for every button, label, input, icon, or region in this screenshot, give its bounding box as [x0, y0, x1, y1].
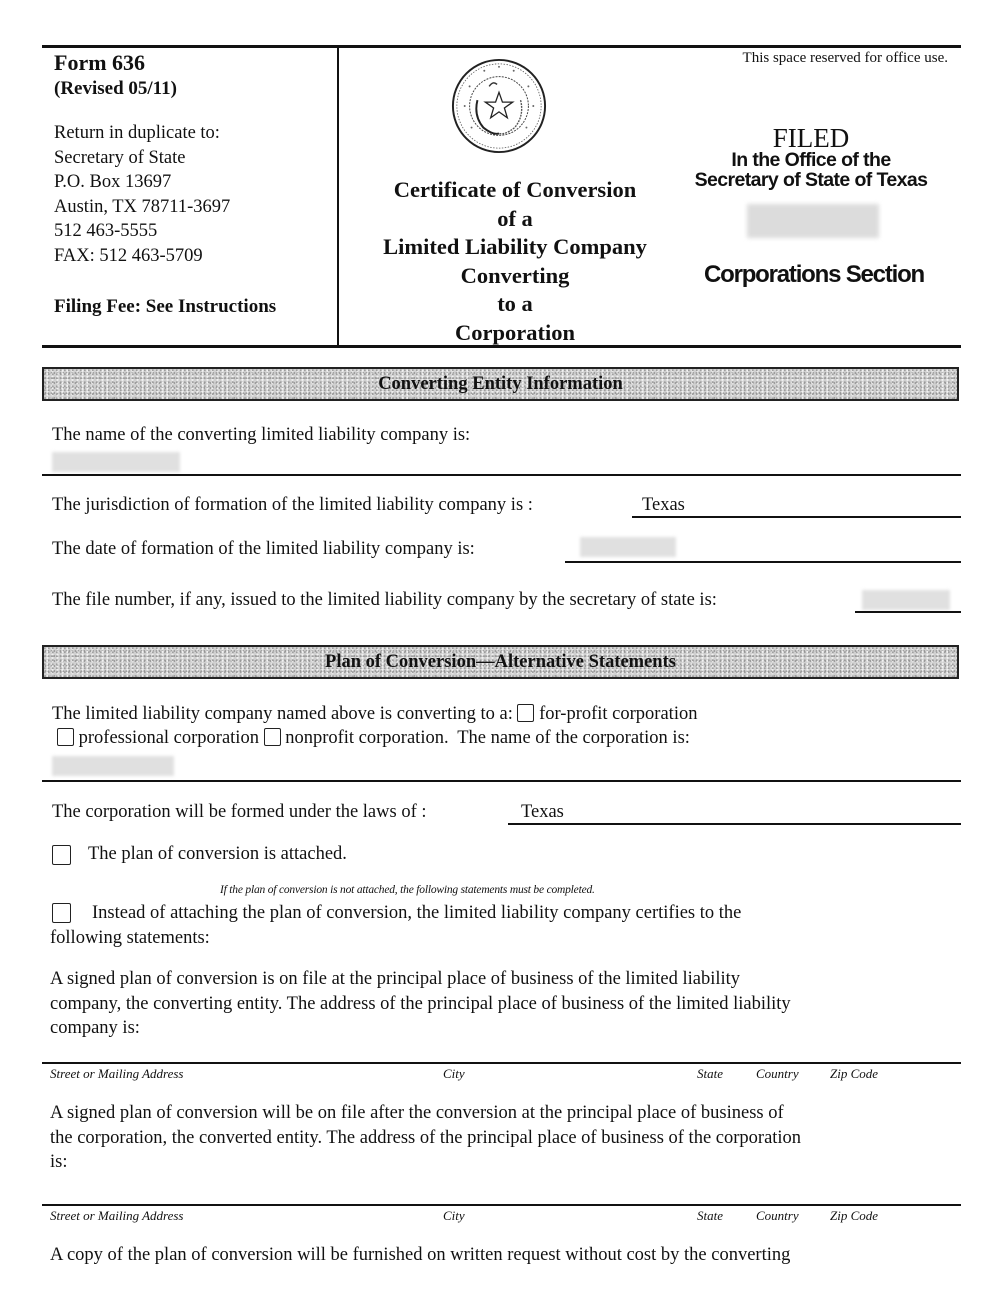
copy-statement: A copy of the plan of conversion will be furnished on written request without cost by the converting	[50, 1245, 791, 1265]
laws-underline	[508, 823, 961, 825]
return-address-line: Secretary of State	[54, 147, 186, 168]
llc-name-underline	[42, 474, 961, 476]
nonprofit-label: nonprofit corporation.	[285, 728, 449, 748]
laws-label: The corporation will be formed under the laws of :	[52, 802, 427, 822]
title-line: Limited Liability Company	[383, 234, 647, 259]
header-top-rule	[42, 45, 961, 48]
filed-stamp-line: In the Office of the	[731, 149, 891, 171]
jurisdiction-underline	[632, 516, 961, 518]
converting-to-row	[52, 702, 697, 727]
corp-name-underline	[42, 780, 961, 782]
corporations-section-label: Corporations Section	[703, 261, 925, 288]
file-number-underline	[855, 611, 961, 613]
filed-stamp-title: FILED	[772, 123, 850, 153]
paragraph-line: company is:	[50, 1018, 140, 1038]
caption-country: Country	[756, 1066, 799, 1081]
llc-address-paragraph	[50, 967, 791, 1041]
llc-name-field[interactable]	[52, 452, 180, 472]
paragraph-line: is:	[50, 1152, 68, 1172]
title-line: Corporation	[455, 319, 575, 345]
paragraph-line: company, the converting entity. The address of the principal place of business of the limited liability	[50, 993, 791, 1014]
professional-checkbox[interactable]	[57, 728, 74, 746]
instead-line-1: Instead of attaching the plan of conversion, the limited liability company certifies to the	[92, 903, 742, 923]
title-line: Converting	[460, 262, 570, 288]
certificate-title	[345, 176, 685, 347]
plan-attached-label: The plan of conversion is attached.	[88, 844, 347, 864]
return-address-line: FAX: 512 463-5709	[54, 245, 203, 266]
formation-date-field[interactable]	[580, 537, 676, 557]
form-revised-date: (Revised 05/11)	[54, 78, 177, 99]
completion-note: If the plan of conversion is not attached, the following statements must be completed.	[220, 884, 595, 896]
return-address-line: P.O. Box 13697	[54, 172, 172, 192]
texas-seal-icon	[450, 57, 548, 155]
section-title: Converting Entity Information	[378, 374, 623, 394]
professional-label: professional corporation	[78, 728, 259, 748]
caption-city: City	[443, 1066, 465, 1081]
caption-state: State	[697, 1066, 723, 1081]
title-line: of a	[497, 205, 533, 231]
paragraph-line: A signed plan of conversion will be on file after the conversion at the principal place of business of	[50, 1103, 784, 1123]
formation-date-label: The date of formation of the limited liability company is:	[52, 539, 475, 559]
corp-address-underline	[42, 1204, 961, 1206]
header-divider	[337, 46, 339, 346]
file-number-label: The file number, if any, issued to the limited liability company by the secretary of state is:	[52, 590, 717, 610]
plan-attached-checkbox[interactable]	[52, 845, 71, 865]
for-profit-checkbox[interactable]	[517, 704, 534, 722]
office-use-note: This space reserved for office use.	[742, 50, 948, 66]
corp-address-field[interactable]	[42, 1182, 961, 1204]
nonprofit-checkbox[interactable]	[264, 728, 281, 746]
converting-to-label: The limited liability company named above is converting to a:	[52, 704, 513, 724]
paragraph-line: A signed plan of conversion is on file at the principal place of business of the limited liability	[50, 969, 741, 989]
laws-field[interactable]: Texas	[521, 802, 564, 822]
return-address-line: Austin, TX 78711-3697	[54, 196, 231, 217]
for-profit-label: for-profit corporation	[539, 704, 698, 724]
llc-name-label: The name of the converting limited liability company is:	[52, 425, 471, 445]
return-address-line: Return in duplicate to:	[54, 123, 220, 143]
instead-checkbox[interactable]	[52, 903, 71, 923]
section-header-plan-of-conversion	[42, 645, 959, 679]
caption-city: City	[443, 1208, 465, 1223]
section-header-converting-entity	[42, 367, 959, 401]
paragraph-line: the corporation, the converted entity. The address of the principal place of business of the corporation	[50, 1127, 802, 1148]
filed-date-redacted	[747, 204, 879, 238]
caption-zip: Zip Code	[830, 1208, 879, 1223]
return-address	[54, 121, 230, 268]
formation-date-underline	[565, 561, 961, 563]
caption-state: State	[697, 1208, 723, 1223]
file-number-field[interactable]	[862, 590, 950, 610]
caption-zip: Zip Code	[830, 1066, 879, 1081]
filed-stamp-line: Secretary of State of Texas	[694, 169, 928, 191]
llc-address-field[interactable]	[42, 1040, 961, 1062]
form-number: Form 636	[54, 50, 146, 75]
jurisdiction-label: The jurisdiction of formation of the limited liability company is :	[52, 495, 533, 515]
corporation-type-row	[57, 726, 690, 751]
caption-street: Street or Mailing Address	[50, 1066, 184, 1081]
instead-line-2: following statements:	[50, 928, 210, 948]
title-line: Certificate of Conversion	[393, 177, 637, 202]
title-line: to a	[497, 291, 533, 316]
caption-country: Country	[756, 1208, 799, 1223]
return-address-line: 512 463-5555	[54, 221, 158, 241]
llc-address-underline	[42, 1062, 961, 1064]
jurisdiction-field[interactable]: Texas	[642, 495, 685, 515]
corp-address-paragraph	[50, 1101, 801, 1175]
corp-name-label: The name of the corporation is:	[457, 728, 690, 748]
filing-fee: Filing Fee: See Instructions	[54, 296, 277, 317]
section-title: Plan of Conversion—Alternative Statements	[325, 652, 676, 672]
filed-stamp-office	[672, 150, 950, 190]
corp-name-field[interactable]	[52, 756, 174, 776]
caption-street: Street or Mailing Address	[50, 1208, 184, 1223]
